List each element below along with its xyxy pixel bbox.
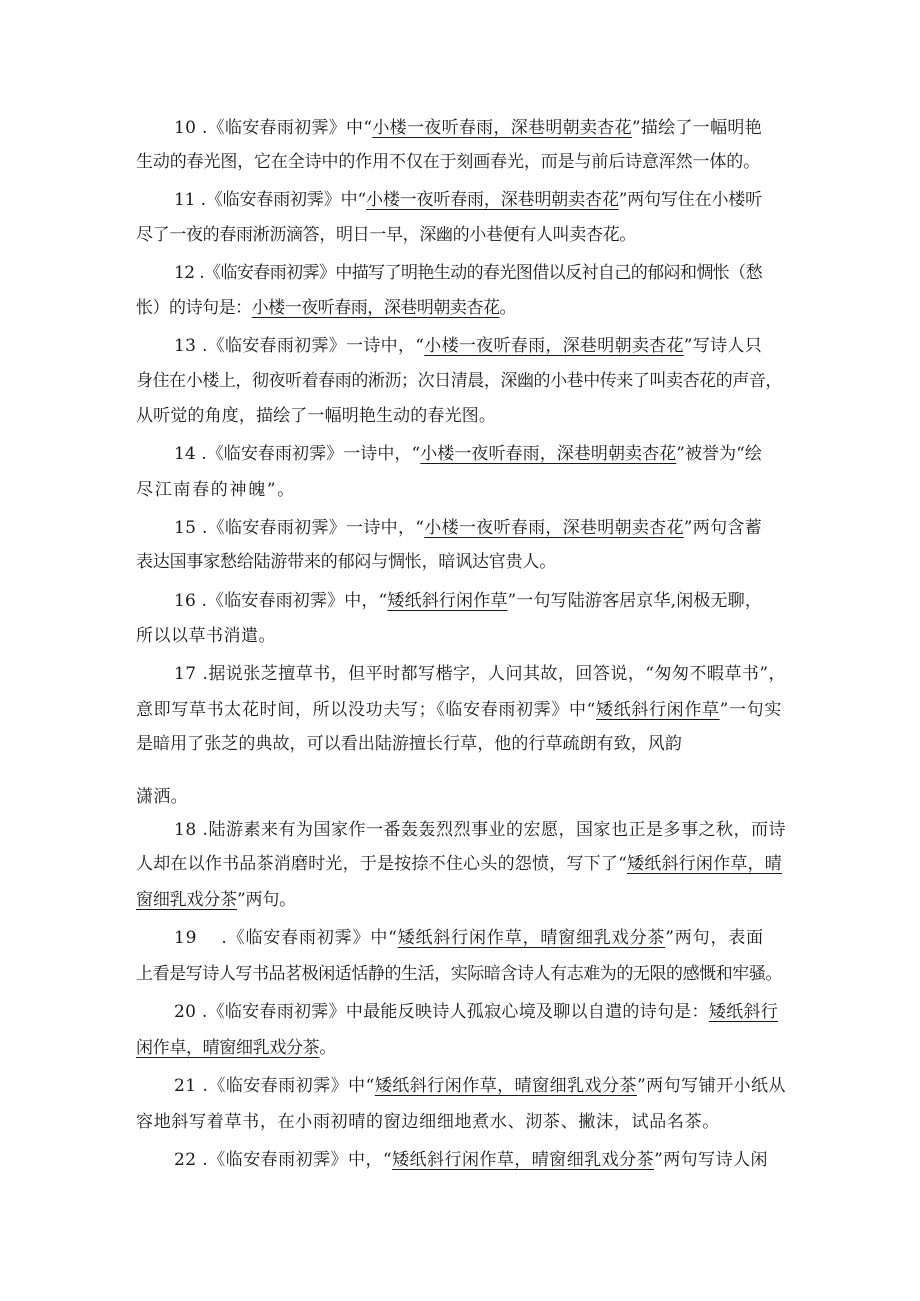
text-line <box>136 223 636 247</box>
underlined-answer: 小楼一夜听春雨，深巷明朝卖杏花 <box>420 444 677 464</box>
underlined-answer: 矮纸斜行闲作草 <box>387 591 508 611</box>
line-text: 人却在以作书品茶消磨时光，于是按捺不住心头的怨愤，写下了“ <box>136 854 628 874</box>
line-text: 意即写草书太花时间，所以没功夫写；《临安春雨初霁》中“ <box>136 700 597 720</box>
text-line <box>174 442 762 466</box>
underlined-answer: 小楼一夜听春雨，深巷明朝卖杏花 <box>365 190 619 210</box>
line-text: ”一句写陆游客居京华,闲极无聊， <box>507 591 762 611</box>
text-line <box>174 334 762 358</box>
underlined-answer: 闲作卓，晴窗细乳戏分茶 <box>136 1038 320 1058</box>
text-line <box>136 296 516 320</box>
text-line <box>136 550 556 574</box>
line-text: 。 <box>499 298 517 318</box>
line-text: ”两句写住在小楼听 <box>618 190 762 210</box>
text-line <box>174 116 762 140</box>
underlined-answer: 窗细乳戏分茶 <box>136 890 237 910</box>
line-text: ”两句。 <box>236 890 296 910</box>
text-line <box>136 698 782 722</box>
line-text: 10 .《临安春雨初霁》中“ <box>174 118 373 138</box>
text-line <box>136 785 188 809</box>
line-text: ”写诗人只 <box>683 336 762 356</box>
text-line <box>136 369 782 393</box>
line-text: 尽了一夜的春雨淅沥滴答，明日一早，深幽的小巷便有人叫卖杏花。 <box>136 225 636 245</box>
line-text: 身住在小楼上，彻夜听着春雨的淅沥；次日清晨，深幽的小巷中传来了叫卖杏花的声音， <box>136 371 782 391</box>
line-text: 17 .据说张芝擅草书，但平时都写楷字，人问其故，回答说，“匆匆不暇草书”， <box>174 664 786 684</box>
line-text: 13 .《临安春雨初霁》一诗中，“ <box>174 336 425 356</box>
text-line <box>174 926 764 950</box>
line-text: 容地斜写着草书，在小雨初晴的窗边细细地煮水、沏茶、撇沫，试品名茶。 <box>136 1112 720 1132</box>
line-text: 15 .《临安春雨初霁》一诗中，“ <box>174 518 425 538</box>
underlined-answer: 小楼一夜听春雨，深巷明朝卖杏花 <box>424 336 684 356</box>
line-text: 所以以草书消遣。 <box>136 626 276 646</box>
text-line <box>174 1074 786 1098</box>
text-line <box>174 516 762 540</box>
line-text: 16 .《临安春雨初霁》中，“ <box>174 591 388 611</box>
line-text: 潇洒。 <box>136 787 188 807</box>
line-text: 怅）的诗句是： <box>136 298 252 318</box>
text-line <box>136 404 496 428</box>
underlined-answer: 小楼一夜听春雨，深巷明朝卖杏花 <box>251 298 500 318</box>
underlined-answer: 矮纸斜行 <box>708 1002 778 1022</box>
line-text: ”两句含蓄 <box>683 518 762 538</box>
line-text: 12 .《临安春雨初霁》中描写了明艳生动的春光图借以反衬自己的郁闷和惆怅（愁 <box>174 263 762 283</box>
line-text: 20 .《临安春雨初霁》中最能反映诗人孤寂心境及聊以自遣的诗句是： <box>174 1002 709 1022</box>
line-text: ”描绘了一幅明艳 <box>631 118 762 138</box>
text-line <box>136 852 782 876</box>
line-text: 是暗用了张芝的典故，可以看出陆游擅长行草，他的行草疏朗有致，风韵 <box>136 734 682 754</box>
text-line <box>136 888 296 912</box>
underlined-answer: 小楼一夜听春雨，深巷明朝卖杏花 <box>424 518 684 538</box>
text-line <box>174 261 762 285</box>
text-line <box>136 150 760 174</box>
line-text: 生动的春光图，它在全诗中的作用不仅在于刻画春光，而是与前后诗意浑然一体的。 <box>136 152 760 172</box>
text-line <box>136 1036 336 1060</box>
text-line <box>174 589 762 613</box>
underlined-answer: 矮纸斜行闲作草，晴 <box>627 854 782 874</box>
text-line <box>136 962 782 986</box>
text-line <box>136 732 682 756</box>
underlined-answer: 矮纸斜行闲作草 <box>596 700 720 720</box>
line-text: 14 .《临安春雨初霁》一诗中，“ <box>174 444 421 464</box>
line-text: 22 .《临安春雨初霁》中，“ <box>174 1150 393 1170</box>
line-text: 尽江南春的神魄”。 <box>136 480 296 500</box>
line-text: ”被誉为“绘 <box>676 444 762 464</box>
line-text: ”一句实 <box>719 700 782 720</box>
line-text: 11 .《临安春雨初霁》中“ <box>174 190 366 210</box>
text-line <box>136 1110 720 1134</box>
line-text: 21 .《临安春雨初霁》中“ <box>174 1076 375 1096</box>
underlined-answer: 矮纸斜行闲作草，晴窗细乳戏分茶 <box>374 1076 637 1096</box>
line-text: 从听觉的角度，描绘了一幅明艳生动的春光图。 <box>136 406 496 426</box>
text-line <box>174 1000 778 1024</box>
underlined-answer: 矮纸斜行闲作草，晴窗细乳戏分茶 <box>397 928 666 948</box>
line-text: ”两句写诗人闲 <box>654 1150 768 1170</box>
text-line <box>174 188 762 212</box>
line-text: 表达国事家愁给陆游带来的郁闷与惆怅，暗讽达官贵人。 <box>136 552 556 572</box>
line-text: 18 .陆游素来有为国家作一番轰轰烈烈事业的宏愿，国家也正是多事之秋，而诗 <box>174 820 786 840</box>
text-line <box>174 1148 768 1172</box>
text-line <box>174 662 786 686</box>
text-line <box>136 624 276 648</box>
text-line <box>136 478 296 502</box>
text-line <box>174 818 786 842</box>
line-text: ”两句写铺开小纸从 <box>637 1076 786 1096</box>
line-text: 上看是写诗人写书品茗极闲适恬静的生活，实际暗含诗人有志难为的无限的感慨和牢骚。 <box>136 964 782 984</box>
line-text: 。 <box>319 1038 337 1058</box>
line-text: 19 .《临安春雨初霁》中“ <box>174 928 398 948</box>
line-text: ”两句，表面 <box>665 928 764 948</box>
underlined-answer: 小楼一夜听春雨，深巷明朝卖杏花 <box>372 118 632 138</box>
underlined-answer: 矮纸斜行闲作草，晴窗细乳戏分茶 <box>392 1150 655 1170</box>
